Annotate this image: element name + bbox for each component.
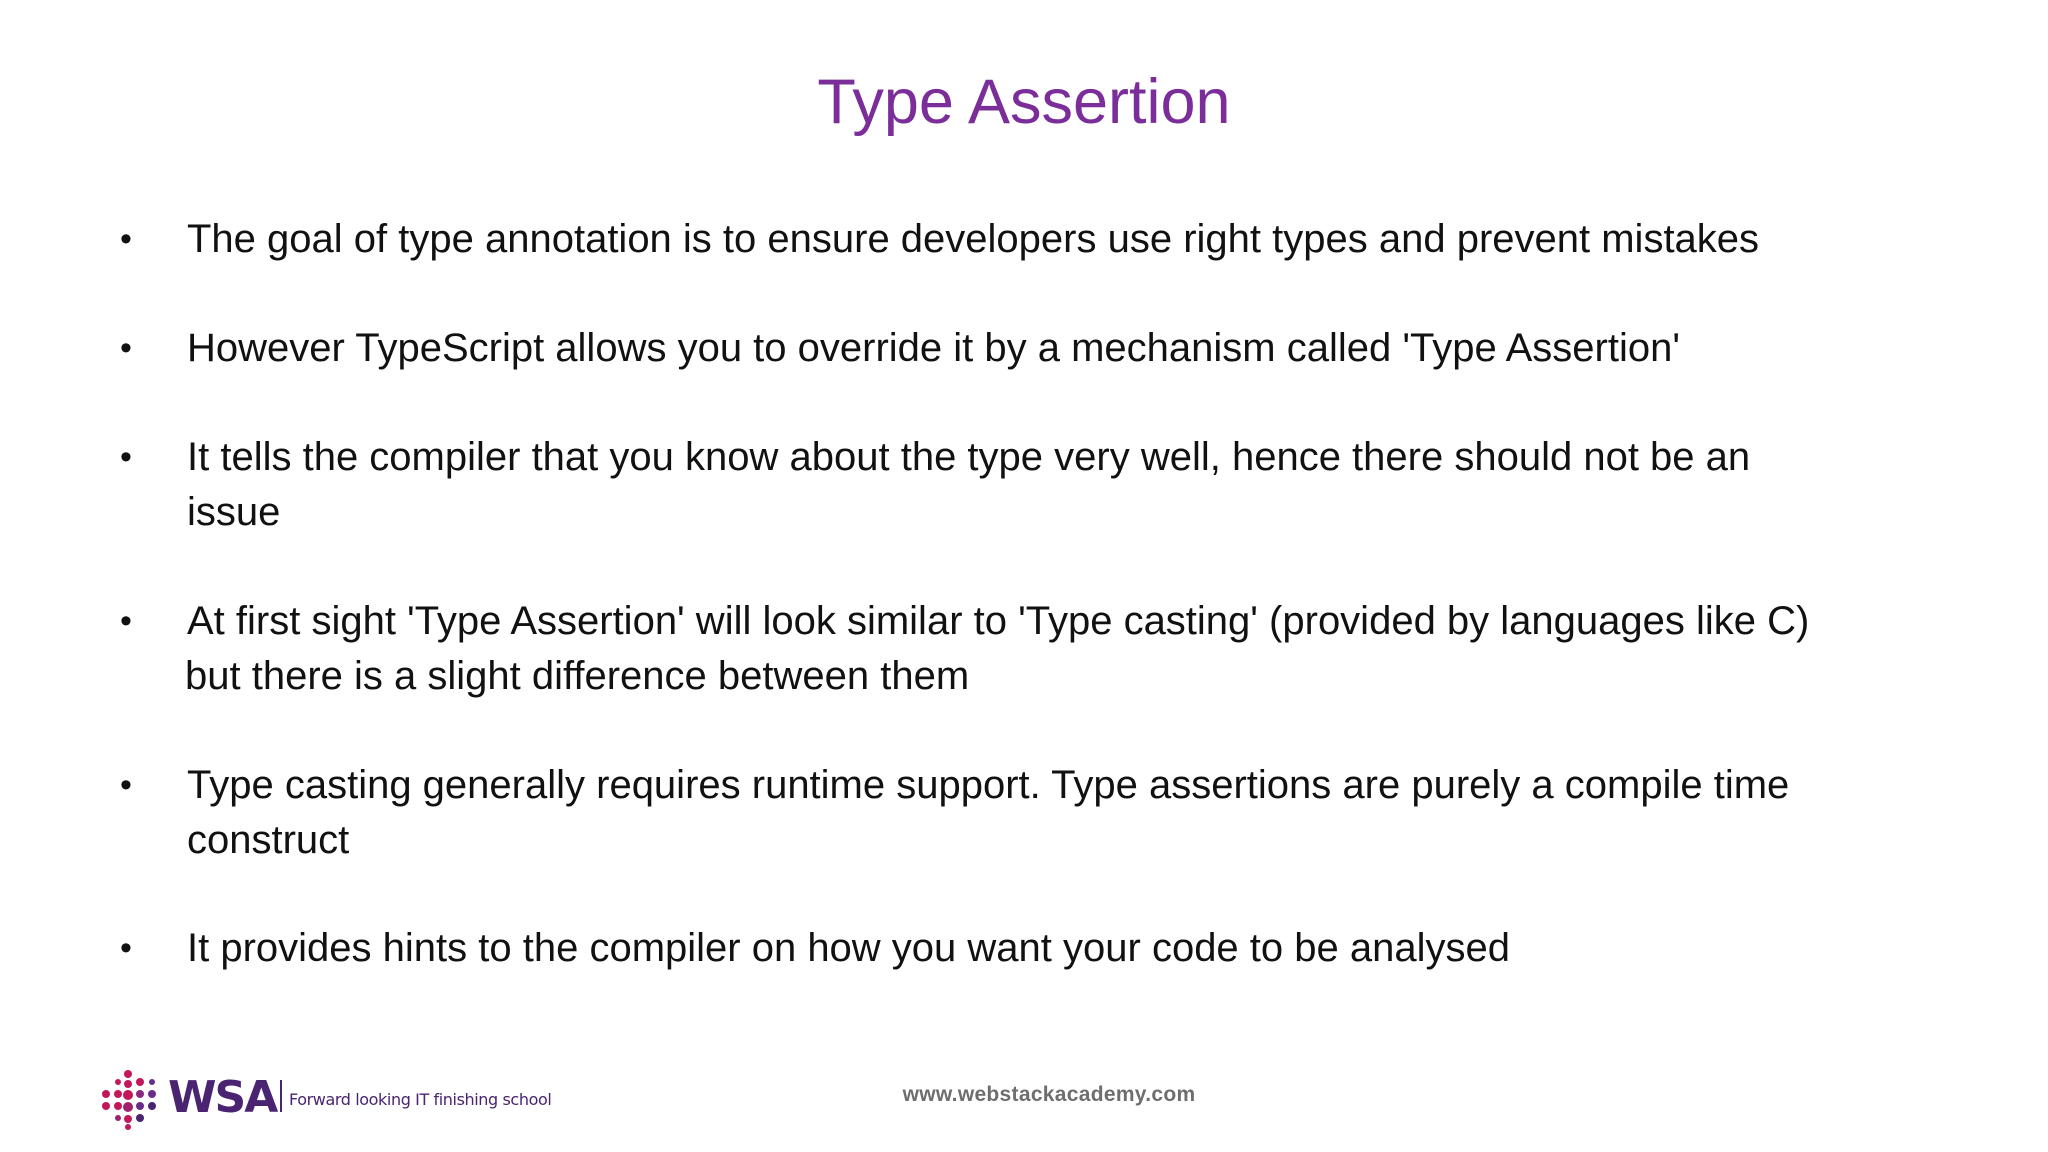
bullet-line: However TypeScript allows you to override it by a mechanism called 'Type Assertion' [187,326,1680,370]
bullet-text [187,921,2017,976]
bullet-line: Type casting generally requires runtime support. Type assertions are purely a compile time [187,763,1790,807]
bullet-line: issue [187,490,281,534]
slide-title: Type Assertion [817,67,1231,137]
bullet-text [187,594,2017,704]
bullet-line: The goal of type annotation is to ensure developers use right types and prevent mistakes [187,217,1760,261]
bullet-dot: • [120,929,132,967]
bullet-text [187,758,2017,868]
bullet-dot: • [120,220,132,258]
bullet-line: but there is a slight difference between them [185,654,970,698]
wsa-logo-wordmark: WSA [168,1072,277,1123]
bullet-dot: • [120,329,132,367]
bullet-text [187,430,2017,540]
bullet-line: It provides hints to the compiler on how you want your code to be analysed [187,926,1510,970]
bullet-dot: • [120,602,132,640]
bullet-dot: • [120,766,132,804]
footer-url: www.webstackacademy.com [902,1083,1196,1106]
bullet-text [187,212,2017,267]
bullet-line: It tells the compiler that you know about the type very well, hence there should not be an [187,435,1751,479]
wsa-logo-tagline: Forward looking IT finishing school [289,1090,552,1109]
bullet-dot: • [120,438,132,476]
bullet-line: At first sight 'Type Assertion' will look similar to 'Type casting' (provided by languages like C) [187,599,1810,643]
bullet-text [187,321,2017,376]
bullet-line: construct [187,818,350,862]
